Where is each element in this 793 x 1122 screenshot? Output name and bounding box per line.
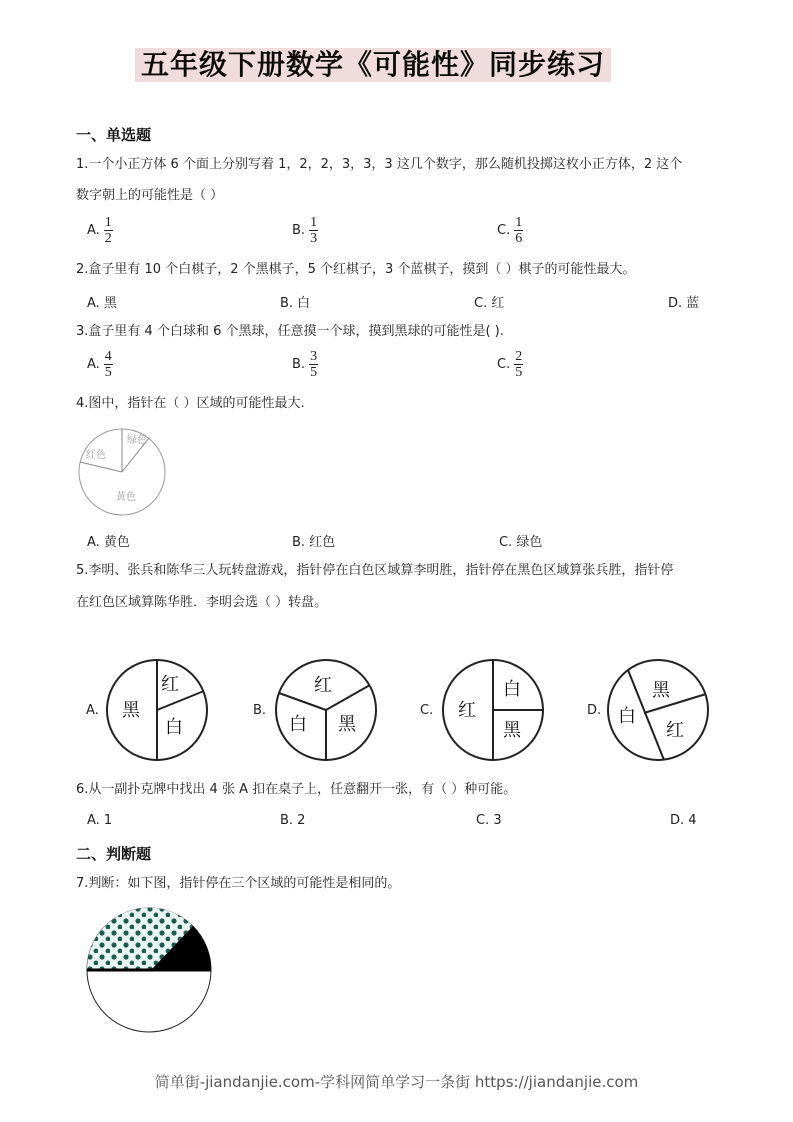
q5-option-c-label[interactable]: C.	[420, 703, 434, 718]
fraction	[514, 216, 523, 245]
question-1-line-2: 数字朝上的可能性是（ ）	[76, 188, 224, 203]
q3-option-b[interactable]	[292, 350, 318, 379]
question-3-line-1: 3.盒子里有 4 个白球和 6 个黑球，任意摸一个球，摸到黑球的可能性是( ).	[76, 324, 504, 339]
q5-spinner-c[interactable]	[441, 658, 547, 762]
fraction	[104, 350, 113, 379]
region-label: 白	[165, 717, 183, 738]
label-yellow: 黄色	[116, 492, 136, 503]
section-heading-true-false: 二、判断题	[76, 845, 152, 863]
denominator: 2	[104, 231, 112, 246]
question-5-line-1: 5.李明、张兵和陈华三人玩转盘游戏，指针停在白色区域算李明胜，指针停在黑色区域算张兵胜，指针停	[76, 563, 674, 578]
region-label: 红	[314, 675, 332, 696]
denominator: 5	[104, 365, 112, 380]
option-letter: A.	[87, 357, 100, 372]
region-label: 白	[618, 706, 636, 727]
q4-option-c[interactable]: C. 绿色	[499, 535, 543, 550]
question-4-line-1: 4.图中，指针在（ ）区域的可能性最大.	[76, 396, 305, 411]
denominator: 5	[515, 365, 523, 380]
q7-spinner-figure	[86, 905, 214, 1035]
question-5-line-2: 在红色区域算陈华胜．李明会选（ ）转盘。	[76, 595, 328, 610]
option-letter: C.	[497, 223, 511, 238]
region-label: 白	[289, 714, 307, 735]
q4-option-b[interactable]: B. 红色	[292, 535, 336, 550]
label-green: 绿色	[127, 435, 147, 446]
option-letter: A.	[87, 223, 100, 238]
region-label: 红	[458, 700, 476, 721]
denominator: 5	[310, 365, 318, 380]
q4-option-a[interactable]: A. 黄色	[87, 535, 130, 550]
denominator: 6	[515, 231, 523, 246]
region-label: 黑	[338, 714, 356, 735]
q1-option-a[interactable]	[87, 216, 113, 245]
q3-option-a[interactable]	[87, 350, 113, 379]
q3-option-c[interactable]	[497, 350, 523, 379]
footer-watermark: 简单街-jiandanjie.com-学科网简单学习一条街 https://jiandanjie.com	[154, 1073, 639, 1091]
denominator: 3	[310, 231, 318, 246]
fraction	[309, 216, 318, 245]
region-label: 红	[161, 674, 179, 695]
q5-option-a-label[interactable]: A.	[86, 703, 99, 718]
q2-option-c[interactable]: C. 红	[474, 296, 505, 311]
label-red: 红色	[86, 450, 106, 461]
q6-option-a[interactable]: A. 1	[87, 813, 113, 828]
region-label: 黑	[122, 700, 140, 721]
fraction	[309, 350, 318, 379]
q5-spinner-a[interactable]	[105, 658, 211, 762]
numerator: 2	[515, 349, 523, 364]
fraction	[514, 350, 523, 379]
region-label: 黑	[652, 680, 670, 701]
q1-option-c[interactable]	[497, 216, 523, 245]
question-1-line-1: 1.一个小正方体 6 个面上分别写着 1，2，2，3，3，3 这几个数字，那么随机投掷这枚小正方体，2 这个	[76, 157, 683, 172]
question-2-line-1: 2.盒子里有 10 个白棋子，2 个黑棋子，5 个红棋子，3 个蓝棋子，摸到（ ）棋子的可能性最大。	[76, 262, 636, 277]
numerator: 3	[310, 349, 318, 364]
q6-option-d[interactable]: D. 4	[670, 813, 697, 828]
section-heading-single-choice: 一、单选题	[76, 126, 152, 144]
q5-option-b-label[interactable]: B.	[253, 703, 267, 718]
option-letter: C.	[497, 357, 511, 372]
q5-spinner-d[interactable]	[606, 658, 712, 762]
numerator: 1	[310, 215, 318, 230]
q6-option-b[interactable]: B. 2	[280, 813, 306, 828]
numerator: 4	[104, 349, 112, 364]
question-7-line-1: 7.判断：如下图，指针停在三个区域的可能性是相同的。	[76, 876, 401, 891]
numerator: 1	[104, 215, 112, 230]
q1-option-b[interactable]	[292, 216, 318, 245]
region-label: 白	[503, 679, 521, 700]
numerator: 1	[515, 215, 523, 230]
region-label: 黑	[503, 720, 521, 741]
option-letter: B.	[292, 357, 306, 372]
q2-option-b[interactable]: B. 白	[280, 296, 311, 311]
question-6-line-1: 6.从一副扑克牌中找出 4 张 A 扣在桌子上，任意翻开一张，有（ ）种可能。	[76, 782, 517, 797]
q2-option-a[interactable]: A. 黑	[87, 296, 117, 311]
q2-option-d[interactable]: D. 蓝	[668, 296, 700, 311]
q5-spinner-b[interactable]	[274, 658, 380, 762]
fraction	[104, 216, 113, 245]
option-letter: B.	[292, 223, 306, 238]
q4-pie-chart-figure	[76, 426, 168, 518]
q6-option-c[interactable]: C. 3	[476, 813, 502, 828]
page-title: 五年级下册数学《可能性》同步练习	[135, 48, 611, 82]
region-label: 红	[666, 720, 684, 741]
q5-option-d-label[interactable]: D.	[587, 703, 602, 718]
